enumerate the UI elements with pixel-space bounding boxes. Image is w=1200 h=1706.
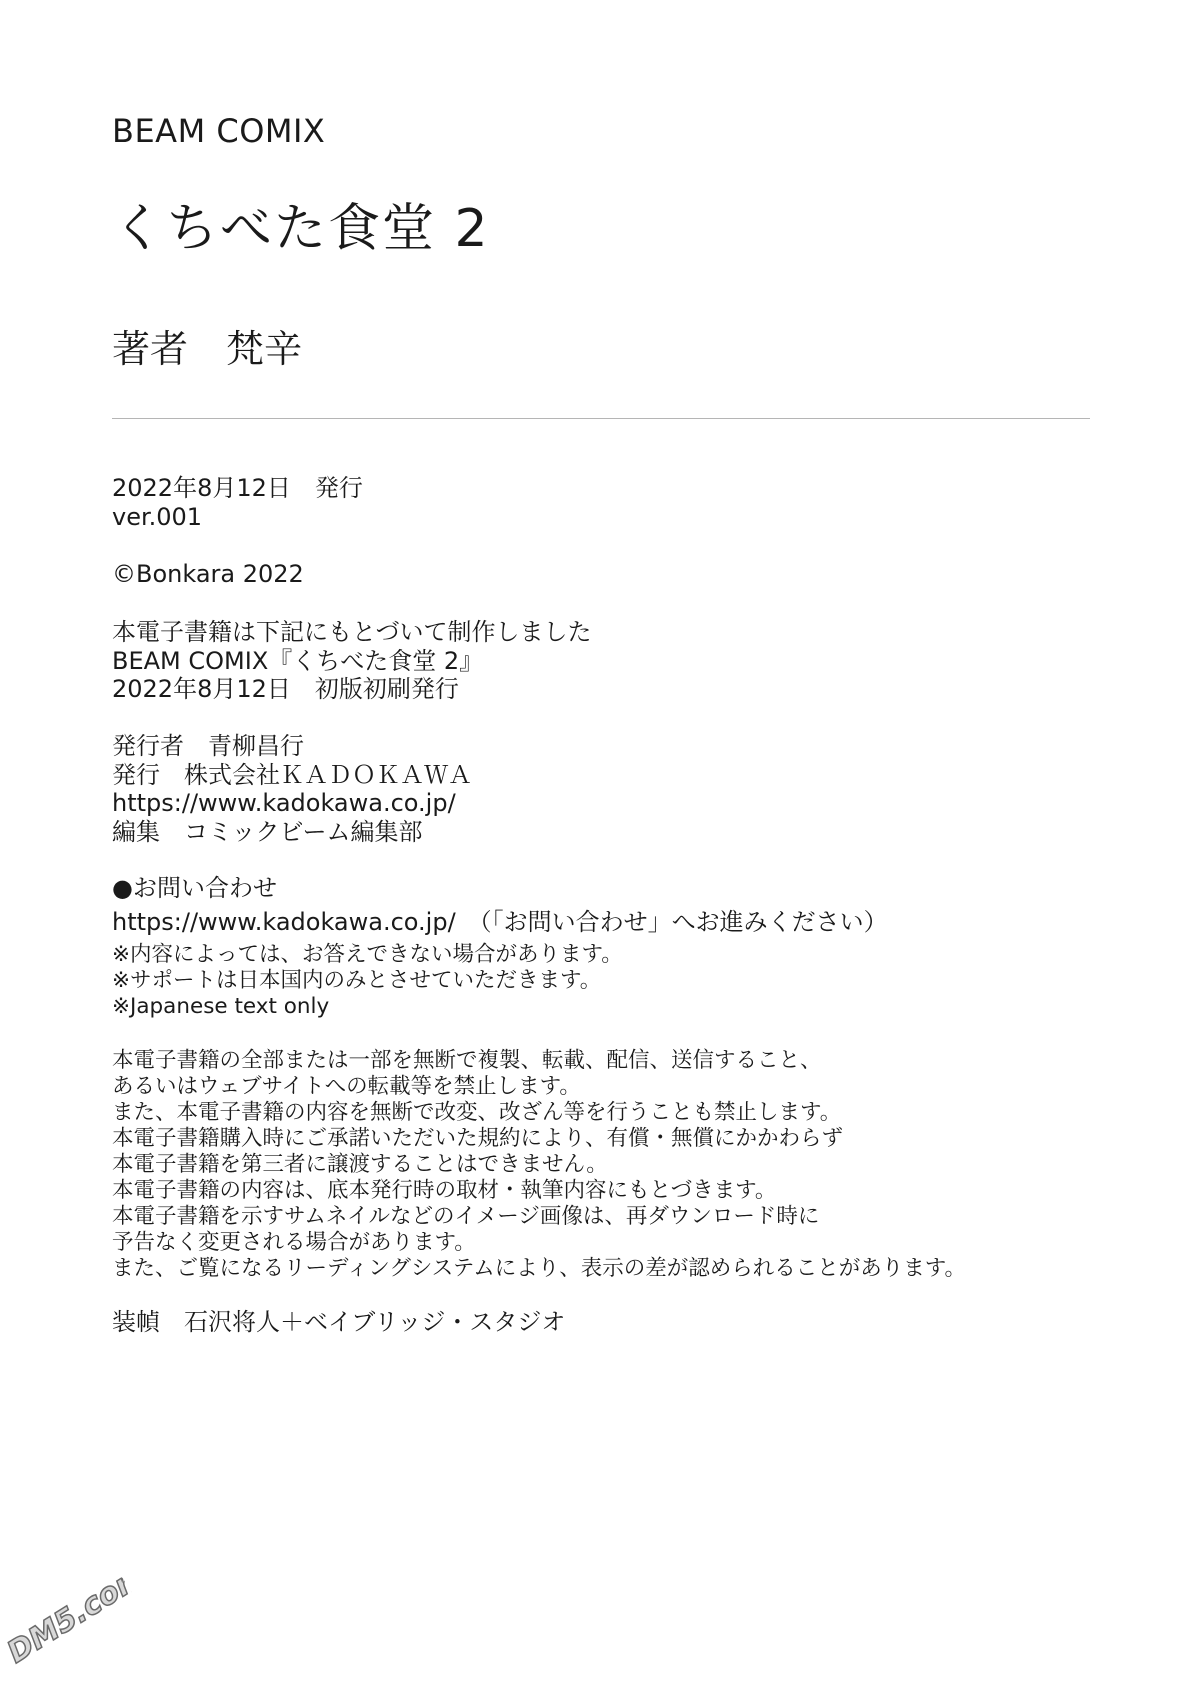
source-line: 本電子書籍は下記にもとづいて制作しました (112, 618, 592, 646)
author-line: 著者 梵辛 (112, 327, 303, 371)
contact-note: ※内容によっては、お答えできない場合があります。 (112, 942, 623, 967)
contact-note: ※サポートは日本国内のみとさせていただきます。 (112, 968, 602, 993)
legal-notice (112, 1048, 966, 1282)
publisher-info (112, 732, 472, 846)
version: ver.001 (112, 502, 203, 531)
design-credit: 装幀 石沢将人＋ベイブリッジ・スタジオ (112, 1308, 566, 1336)
legal-line: 本電子書籍の全部または一部を無断で複製、転載、配信、送信すること、 (112, 1048, 822, 1073)
publisher-company: 発行 株式会社ＫＡＤＯＫＡＷＡ (112, 760, 472, 789)
publisher-person: 発行者 青柳昌行 (112, 732, 304, 760)
publication-date: 2022年8月12日 発行 (112, 474, 363, 502)
publication-info (112, 474, 363, 531)
source-edition-info (112, 618, 592, 704)
source-line: BEAM COMIX『くちべた食堂 2』 (112, 646, 484, 675)
editorial-dept: 編集 コミックビーム編集部 (112, 817, 423, 846)
legal-line: あるいはウェブサイトへの転載等を禁止します。 (112, 1074, 581, 1099)
divider (112, 418, 1090, 419)
legal-line: 本電子書籍を第三者に譲渡することはできません。 (112, 1152, 608, 1177)
source-line: 2022年8月12日 初版初刷発行 (112, 675, 459, 703)
svg-text:DM5.com: DM5.com (1, 1557, 144, 1671)
contact-note: ※Japanese text only (112, 994, 330, 1019)
legal-line: 本電子書籍を示すサムネイルなどのイメージ画像は、再ダウンロード時に (112, 1204, 820, 1229)
legal-line: 予告なく変更される場合があります。 (112, 1230, 476, 1255)
imprint-label: BEAM COMIX (112, 112, 326, 150)
watermark-logo (0, 1552, 144, 1686)
publisher-url: https://www.kadokawa.co.jp/ (112, 789, 456, 817)
contact-url-line: https://www.kadokawa.co.jp/ （「お問い合わせ」へお進みください） (112, 908, 888, 936)
legal-line: また、ご覧になるリーディングシステムにより、表示の差が認められることがあります。 (112, 1256, 966, 1281)
legal-line: 本電子書籍の内容は、底本発行時の取材・執筆内容にもとづきます。 (112, 1178, 777, 1203)
legal-line: 本電子書籍購入時にご承諾いただいた規約により、有償・無償にかかわらず (112, 1126, 844, 1151)
watermark-logo-graphic (0, 1552, 144, 1686)
contact-heading: ●お問い合わせ (112, 874, 277, 902)
copyright-line: ©Bonkara 2022 (112, 560, 304, 588)
legal-line: また、本電子書籍の内容を無断で改変、改ざん等を行うことも禁止します。 (112, 1100, 842, 1125)
book-title: くちべた食堂 2 (112, 199, 490, 259)
contact-notes (112, 942, 623, 1020)
